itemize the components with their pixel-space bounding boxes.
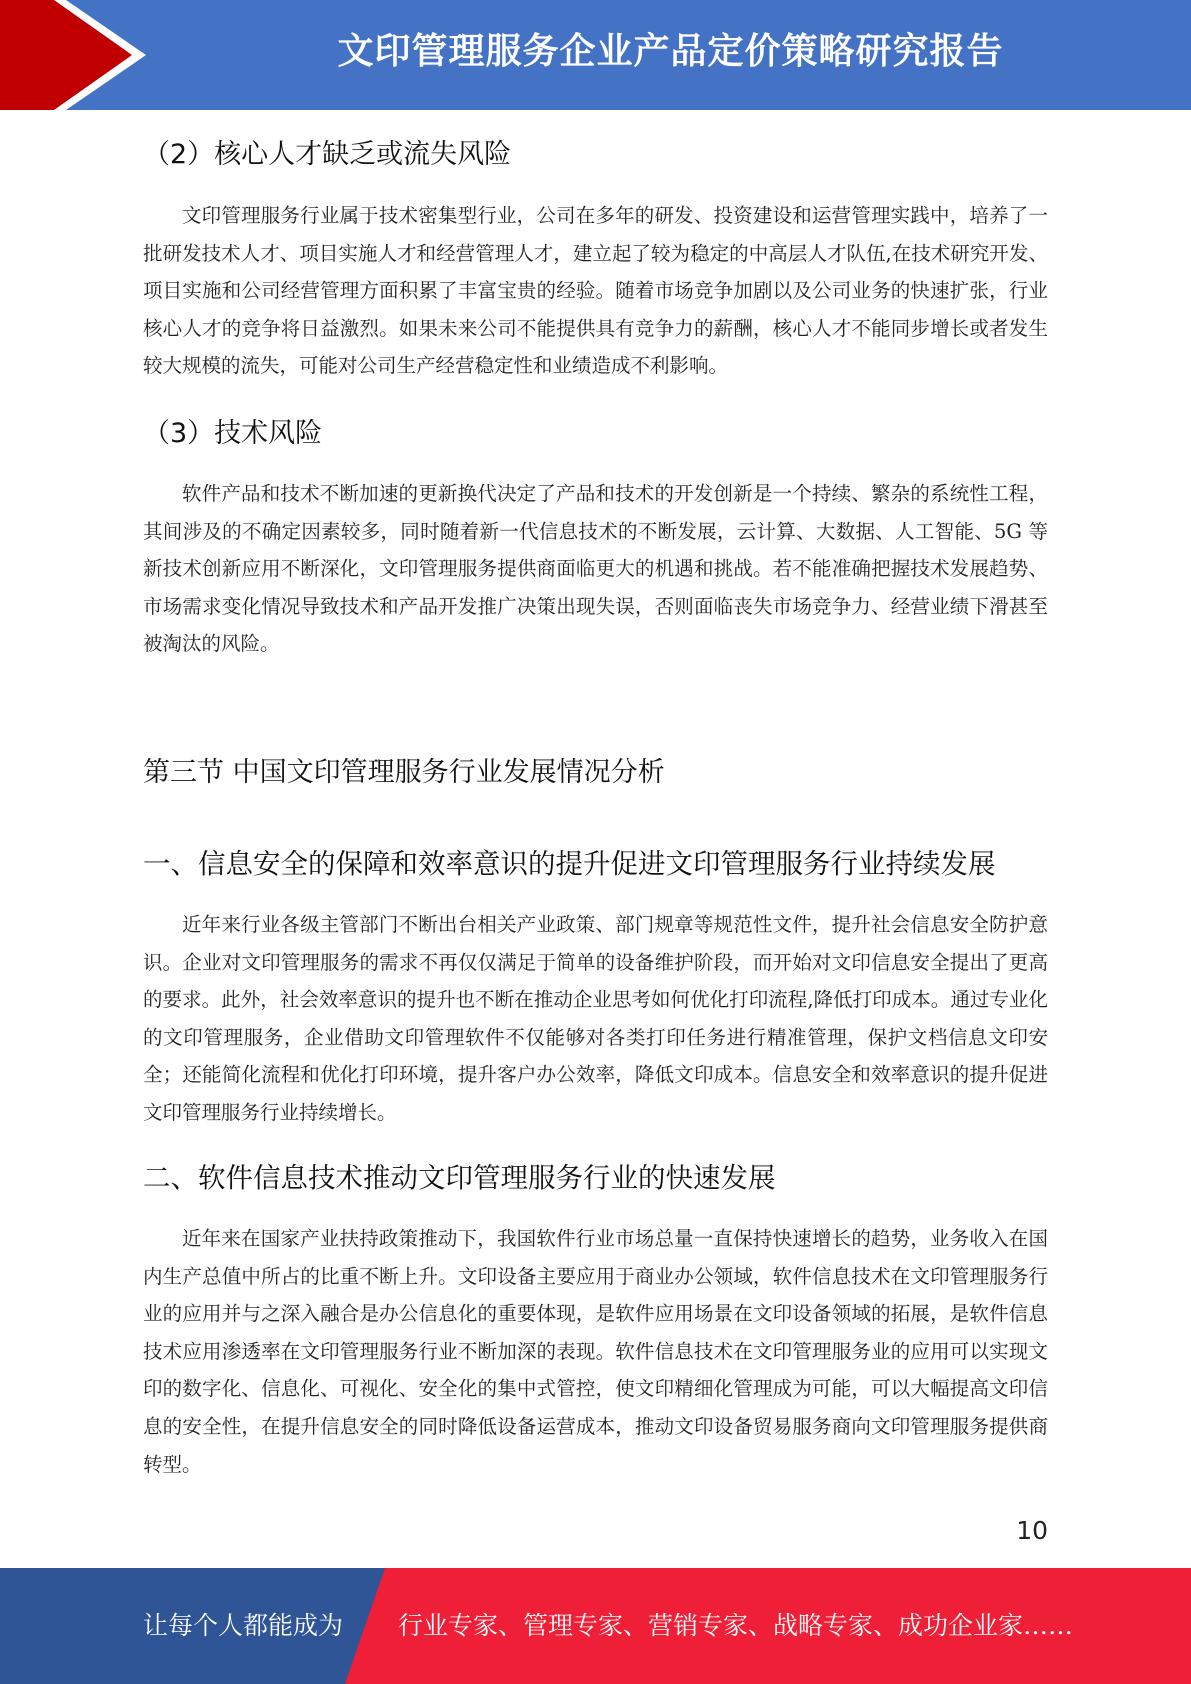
footer-banner bbox=[0, 1568, 1191, 1684]
report-title: 文印管理服务企业产品定价策略研究报告 bbox=[337, 31, 1004, 72]
header-chevron-decoration bbox=[0, 0, 160, 110]
paragraph-tech-risk: 软件产品和技术不断加速的更新换代决定了产品和技术的开发创新是一个持续、繁杂的系统性工程，其间涉及的不确定因素较多，同时随着新一代信息技术的不断发展，云计算、大数据、人工智能、5G 等新技术创新应用不断深化，文印管理服务提供商面临更大的机遇和挑战。若不能准确把握技术发展趋势、市场需求变化情况导致技术和产品开发推广决策出现失误，否则面临丧失市场竞争力、经营业绩下滑甚至被淘汰的风险。 bbox=[143, 482, 1048, 656]
footer-slogan-left: 让每个人都能成为 bbox=[143, 1611, 344, 1640]
paragraph-talent-risk: 文印管理服务行业属于技术密集型行业，公司在多年的研发、投资建设和运营管理实践中，培养了一批研发技术人才、项目实施人才和经营管理人才，建立起了较为稳定的中高层人才队伍,在技术研究开发、项目实施和公司经营管理方面积累了丰富宝贵的经验。随着市场竞争加剧以及公司业务的快速扩张，行业核心人才的竞争将日益激烈。如果未来公司不能提供具有竞争力的薪酬，核心人才不能同步增长或者发生较大规模的流失，可能对公司生产经营稳定性和业绩造成不利影响。 bbox=[143, 204, 1048, 378]
subheading-talent-risk: （2）核心人才缺乏或流失风险 bbox=[143, 139, 512, 170]
header-banner bbox=[0, 0, 1191, 110]
footer-slogan-right: 行业专家、管理专家、营销专家、战略专家、成功企业家…… bbox=[398, 1611, 1074, 1640]
paragraph-part-two: 近年来在国家产业扶持政策推动下，我国软件行业市场总量一直保持快速增长的趋势，业务收入在国内生产总值中所占的比重不断上升。文印设备主要应用于商业办公领域，软件信息技术在文印管理服务行业的应用并与之深入融合是办公信息化的重要体现，是软件应用场景在文印设备领域的拓展，是软件信息技术应用渗透率在文印管理服务行业不断加深的表现。软件信息技术在文印管理服务业的应用可以实现文印的数字化、信息化、可视化、安全化的集中式管控，使文印精细化管理成为可能，可以大幅提高文印信息的安全性，在提升信息安全的同时降低设备运营成本，推动文印设备贸易服务商向文印管理服务提供商转型。 bbox=[143, 1227, 1048, 1476]
page-number: 10 bbox=[1016, 1516, 1048, 1545]
chapter-heading: 第三节 中国文印管理服务行业发展情况分析 bbox=[143, 757, 665, 788]
paragraph-part-one: 近年来行业各级主管部门不断出台相关产业政策、部门规章等规范性文件，提升社会信息安全防护意识。企业对文印管理服务的需求不再仅仅满足于简单的设备维护阶段，而开始对文印信息安全提出了更高的要求。此外，社会效率意识的提升也不断在推动企业思考如何优化打印流程,降低打印成本。通过专业化的文印管理服务，企业借助文印管理软件不仅能够对各类打印任务进行精准管理，保护文档信息文印安全；还能简化流程和优化打印环境，提升客户办公效率，降低文印成本。信息安全和效率意识的提升促进文印管理服务行业持续增长。 bbox=[143, 913, 1048, 1124]
subheading-tech-risk: （3）技术风险 bbox=[143, 418, 323, 449]
heading-part-one: 一、信息安全的保障和效率意识的提升促进文印管理服务行业持续发展 bbox=[143, 848, 996, 880]
heading-part-two: 二、软件信息技术推动文印管理服务行业的快速发展 bbox=[143, 1162, 776, 1194]
